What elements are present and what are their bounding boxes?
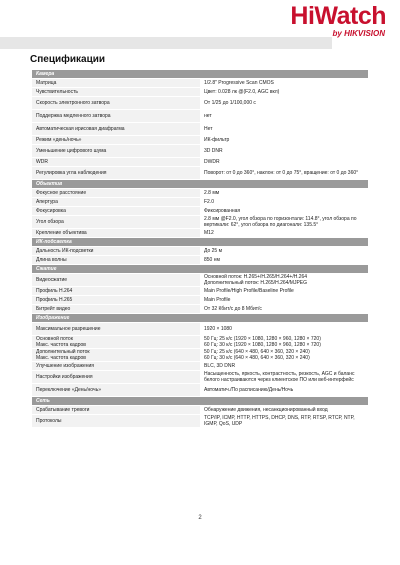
- spec-row: [32, 88, 368, 97]
- spec-value: 2.8 мм: [200, 189, 368, 198]
- spec-value: 50 Гц: 25 к/с (1920 × 1080, 1280 × 960, 1280 × 720) 60 Гц: 30 к/с (1920 × 1080, 1280 × 960, 1280 × 720): [200, 336, 368, 349]
- spec-row: [32, 274, 368, 287]
- page-number: 2: [198, 515, 202, 521]
- spec-key: Фокусировка: [32, 207, 200, 216]
- spec-row: [32, 198, 368, 207]
- spec-value: Обнаружение движения, несанкционированный вход: [200, 406, 368, 415]
- spec-key: Апертура: [32, 198, 200, 207]
- spec-key: Длина волны: [32, 256, 200, 265]
- spec-row: [32, 207, 368, 216]
- spec-row: [32, 247, 368, 256]
- spec-key: WDR: [32, 158, 200, 167]
- spec-value: Поворот: от 0 до 360°, наклон: от 0 до 75°, вращение: от 0 до 360°: [200, 167, 368, 180]
- brand-name: HiWatch: [290, 2, 386, 30]
- section-title: ИК-подсветка: [32, 238, 368, 247]
- spec-row: [32, 79, 368, 88]
- header-stripe: [0, 37, 332, 49]
- section-header: [32, 238, 368, 247]
- spec-row: [32, 123, 368, 136]
- spec-row: [32, 415, 368, 428]
- spec-row: [32, 136, 368, 145]
- brand-logo: [290, 4, 386, 38]
- brand-by-hikvision: by HIKVISION: [332, 29, 385, 38]
- spec-row: [32, 158, 368, 167]
- spec-key: Видеосжатие: [32, 274, 200, 287]
- spec-row: [32, 97, 368, 110]
- section-header: [32, 70, 368, 79]
- spec-value: Автоматич./По расписанию/День/Ночь: [200, 384, 368, 397]
- spec-row: [32, 384, 368, 397]
- spec-key: Битрейт видео: [32, 305, 200, 314]
- spec-value: До 25 м: [200, 247, 368, 256]
- spec-value: Цвет: 0.028 лк @(F2.0, AGC вкл): [200, 88, 368, 97]
- page-title: Спецификации: [30, 54, 106, 65]
- spec-value: 50 Гц: 25 к/с (640 × 480, 640 × 360, 320 × 240) 60 Гц: 30 к/с (640 × 480, 640 × 360, 320 × 240): [200, 349, 368, 362]
- spec-row: [32, 296, 368, 305]
- spec-value: BLC, 3D DNR: [200, 362, 368, 371]
- spec-key: Режим «день/ночь»: [32, 136, 200, 145]
- section-title: Изображение: [32, 314, 368, 323]
- section-header: [32, 397, 368, 406]
- section-header: [32, 314, 368, 323]
- spec-key: Крепление объектива: [32, 229, 200, 238]
- spec-row: [32, 110, 368, 123]
- spec-row: [32, 371, 368, 384]
- spec-value: DWDR: [200, 158, 368, 167]
- spec-key: Переключение «День/ночь»: [32, 384, 200, 397]
- spec-key: Уменьшение цифрового шума: [32, 145, 200, 158]
- spec-row: [32, 336, 368, 349]
- spec-key: Основной поток Макс. частота кадров: [32, 336, 200, 349]
- spec-value: Нет: [200, 123, 368, 136]
- spec-value: От 1/25 до 1/100,000 с: [200, 97, 368, 110]
- spec-value: F2.0: [200, 198, 368, 207]
- spec-value: TCP/IP, ICMP, HTTP, HTTPS, DHCP, DNS, RTP, RTSP, RTCP, NTP, IGMP, QoS, UDP: [200, 415, 368, 428]
- spec-row: [32, 287, 368, 296]
- spec-value: 2.8 мм @F2.0, угол обзора по горизонтали: 114.8°, угол обзора по вертикали: 62°, угол обзора по диагонали: 135.5°: [200, 216, 368, 229]
- spec-key: Улучшение изображения: [32, 362, 200, 371]
- spec-value: 3D DNR: [200, 145, 368, 158]
- spec-key: Дальность ИК-подсветки: [32, 247, 200, 256]
- spec-key: Угол обзора: [32, 216, 200, 229]
- spec-value: Насыщенность, яркость, контрастность, резкость, AGC и баланс белого настраиваются через клиентское ПО или веб-интерфейс: [200, 371, 368, 384]
- spec-value: Main Profile/High Profile/Baseline Profile: [200, 287, 368, 296]
- spec-row: [32, 145, 368, 158]
- spec-value: Main Profile: [200, 296, 368, 305]
- spec-key: Профиль H.265: [32, 296, 200, 305]
- spec-row: [32, 256, 368, 265]
- spec-row: [32, 406, 368, 415]
- spec-key: Настройки изображения: [32, 371, 200, 384]
- section-title: Камера: [32, 70, 368, 79]
- section-header: [32, 265, 368, 274]
- spec-row: [32, 167, 368, 180]
- spec-row: [32, 216, 368, 229]
- spec-row: [32, 229, 368, 238]
- spec-row: [32, 189, 368, 198]
- section-header: [32, 180, 368, 189]
- spec-value: Основной поток: H.265+/H.265/H.264+/H.264 Дополнительный поток: H.265/H.264/MJPEG: [200, 274, 368, 287]
- spec-value: 850 нм: [200, 256, 368, 265]
- section-title: Сеть: [32, 397, 368, 406]
- spec-key: Протоколы: [32, 415, 200, 428]
- section-title: Объектив: [32, 180, 368, 189]
- spec-key: Максимальное разрешение: [32, 323, 200, 336]
- spec-key: Автоматическая ирисовая диафрагма: [32, 123, 200, 136]
- spec-value: 1/2.8" Progressive Scan CMOS: [200, 79, 368, 88]
- spec-row: [32, 305, 368, 314]
- spec-row: [32, 349, 368, 362]
- spec-row: [32, 362, 368, 371]
- spec-row: [32, 323, 368, 336]
- spec-value: ИК-фильтр: [200, 136, 368, 145]
- spec-key: Скорость электронного затвора: [32, 97, 200, 110]
- spec-value: 1920 × 1080: [200, 323, 368, 336]
- spec-key: Матрица: [32, 79, 200, 88]
- spec-key: Дополнительный поток Макс. частота кадров: [32, 349, 200, 362]
- spec-key: Срабатывание тревоги: [32, 406, 200, 415]
- spec-table: [32, 70, 368, 428]
- spec-value: нет: [200, 110, 368, 123]
- spec-key: Поддержка медленного затвора: [32, 110, 200, 123]
- spec-key: Фокусное расстояние: [32, 189, 200, 198]
- spec-value: M12: [200, 229, 368, 238]
- spec-key: Чувствительность: [32, 88, 200, 97]
- section-title: Сжатие: [32, 265, 368, 274]
- spec-value: От 32 Кбит/с до 8 Мбит/с: [200, 305, 368, 314]
- spec-key: Регулировка угла наблюдения: [32, 167, 200, 180]
- spec-key: Профиль H.264: [32, 287, 200, 296]
- spec-value: Фиксированная: [200, 207, 368, 216]
